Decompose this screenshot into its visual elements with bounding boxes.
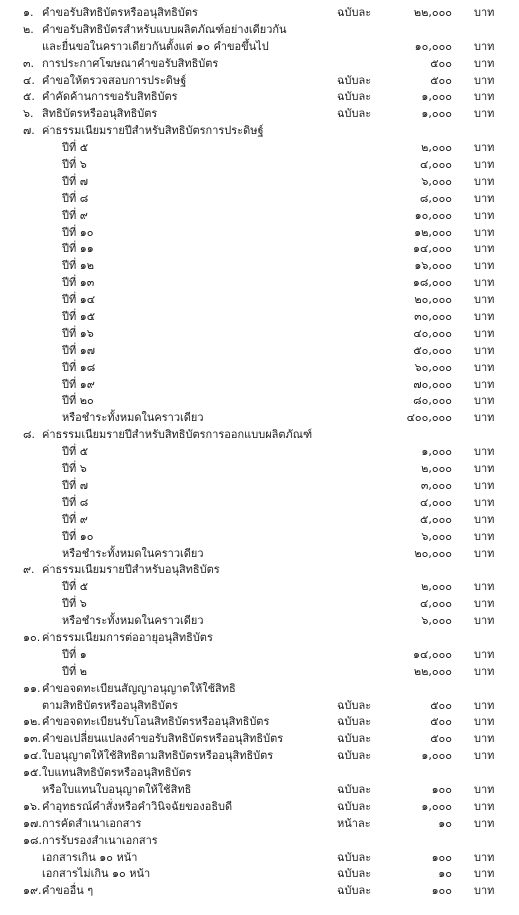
item-description: หรือใบแทนใบอนุญาตให้ใช้สิทธิ bbox=[42, 782, 192, 796]
item-description: ปีที่ ๕ bbox=[62, 141, 89, 155]
item-currency: บาท bbox=[474, 343, 495, 357]
item-number: ๙. bbox=[23, 563, 35, 577]
item-description: หรือชำระทั้งหมดในคราวเดียว bbox=[62, 614, 204, 628]
item-amount: ๕๐,๐๐๐ bbox=[413, 343, 452, 357]
fee-row bbox=[0, 275, 519, 292]
item-description: ตามสิทธิบัตรหรืออนุสิทธิบัตร bbox=[42, 698, 178, 712]
item-description: หรือชำระทั้งหมดในคราวเดียว bbox=[62, 411, 204, 425]
fee-row bbox=[0, 123, 519, 140]
item-amount: ๓,๐๐๐ bbox=[420, 478, 452, 492]
item-description: คำขออื่น ๆ bbox=[42, 884, 94, 898]
item-description: คำขอจดทะเบียนรับโอนสิทธิบัตรหรืออนุสิทธิบัตร bbox=[42, 715, 270, 729]
item-unit: หน้าละ bbox=[337, 816, 371, 830]
item-description: ปีที่ ๑๐ bbox=[62, 225, 94, 239]
item-unit: ฉบับละ bbox=[337, 73, 372, 87]
fee-row bbox=[0, 174, 519, 191]
fee-row bbox=[0, 613, 519, 630]
fee-row bbox=[0, 461, 519, 478]
fee-row bbox=[0, 208, 519, 225]
item-description: การคัดสำเนาเอกสาร bbox=[42, 816, 142, 830]
item-currency: บาท bbox=[474, 242, 495, 256]
fee-row bbox=[0, 444, 519, 461]
fee-row bbox=[0, 748, 519, 765]
item-description: ใบอนุญาตให้ใช้สิทธิตามสิทธิบัตรหรืออนุสิทธิบัตร bbox=[42, 749, 274, 763]
item-description: เอกสารไม่เกิน ๑๐ หน้า bbox=[42, 867, 151, 881]
fee-row bbox=[0, 241, 519, 258]
item-amount: ๖๐,๐๐๐ bbox=[414, 360, 452, 374]
fee-row bbox=[0, 427, 519, 444]
fee-row bbox=[0, 343, 519, 360]
item-currency: บาท bbox=[474, 158, 495, 172]
item-description: ปีที่ ๑ bbox=[62, 647, 87, 661]
item-description: ปีที่ ๑๙ bbox=[62, 377, 95, 391]
fee-row bbox=[0, 664, 519, 681]
item-amount: ๕,๐๐๐ bbox=[420, 512, 452, 526]
item-number: ๗. bbox=[23, 124, 35, 138]
fee-row bbox=[0, 309, 519, 326]
item-number: ๑๔. bbox=[23, 749, 42, 763]
item-description: คำคัดค้านการขอรับสิทธิบัตร bbox=[42, 90, 178, 104]
item-amount: ๑,๐๐๐ bbox=[421, 749, 452, 763]
fee-row bbox=[0, 22, 519, 39]
item-unit: ฉบับละ bbox=[337, 850, 372, 864]
item-amount: ๔,๐๐๐ bbox=[420, 597, 452, 611]
item-number: ๖. bbox=[23, 107, 34, 121]
item-currency: บาท bbox=[474, 360, 495, 374]
item-currency: บาท bbox=[474, 799, 495, 813]
item-description: ค่าธรรมเนียมการต่ออายุอนุสิทธิบัตร bbox=[42, 630, 213, 644]
item-currency: บาท bbox=[474, 495, 495, 509]
item-description: ปีที่ ๖ bbox=[62, 158, 87, 172]
item-number: ๑๕. bbox=[23, 766, 42, 780]
item-currency: บาท bbox=[474, 39, 495, 53]
item-amount: ๑๔,๐๐๐ bbox=[413, 242, 452, 256]
item-amount: ๓๐,๐๐๐ bbox=[414, 310, 452, 324]
item-description: ปีที่ ๒ bbox=[62, 664, 87, 678]
item-currency: บาท bbox=[474, 512, 495, 526]
item-amount: ๑๖,๐๐๐ bbox=[414, 259, 452, 273]
fee-row bbox=[0, 850, 519, 867]
item-unit: ฉบับละ bbox=[337, 782, 372, 796]
item-number: ๒. bbox=[23, 22, 34, 36]
item-currency: บาท bbox=[474, 90, 495, 104]
item-number: ๓. bbox=[23, 56, 35, 70]
fee-row bbox=[0, 647, 519, 664]
item-currency: บาท bbox=[474, 529, 495, 543]
fee-row bbox=[0, 562, 519, 579]
item-description: ปีที่ ๗ bbox=[62, 478, 89, 492]
item-currency: บาท bbox=[474, 597, 495, 611]
item-amount: ๕๐๐ bbox=[430, 732, 452, 746]
fee-row bbox=[0, 89, 519, 106]
item-description: คำขอรับสิทธิบัตรหรืออนุสิทธิบัตร bbox=[42, 6, 198, 19]
item-description: หรือชำระทั้งหมดในคราวเดียว bbox=[62, 546, 204, 560]
item-number: ๑๓. bbox=[23, 732, 41, 746]
item-number: ๑. bbox=[23, 6, 34, 19]
item-description: การรับรองสำเนาเอกสาร bbox=[42, 833, 158, 847]
fee-row bbox=[0, 883, 519, 900]
item-description: ปีที่ ๑๓ bbox=[62, 276, 95, 290]
item-description: ปีที่ ๑๖ bbox=[62, 326, 94, 340]
fee-row bbox=[0, 225, 519, 242]
item-currency: บาท bbox=[474, 225, 495, 239]
item-description: ค่าธรรมเนียมรายปีสำหรับสิทธิบัตรการออกแบบผลิตภัณฑ์ bbox=[42, 428, 313, 442]
fee-row bbox=[0, 56, 519, 73]
item-currency: บาท bbox=[474, 326, 495, 340]
item-currency: บาท bbox=[474, 6, 495, 19]
fee-row bbox=[0, 799, 519, 816]
item-description: ค่าธรรมเนียมรายปีสำหรับสิทธิบัตรการประดิษฐ์ bbox=[42, 124, 264, 138]
item-description: สิทธิบัตรหรืออนุสิทธิบัตร bbox=[42, 107, 158, 121]
fee-row bbox=[0, 579, 519, 596]
item-currency: บาท bbox=[474, 141, 495, 155]
item-description: ปีที่ ๑๐ bbox=[62, 529, 94, 543]
item-amount: ๑๐๐ bbox=[431, 884, 452, 898]
item-currency: บาท bbox=[474, 394, 495, 408]
item-amount: ๔๐,๐๐๐ bbox=[413, 326, 452, 340]
item-currency: บาท bbox=[474, 208, 495, 222]
item-description: ปีที่ ๕ bbox=[62, 580, 89, 594]
item-description: ปีที่ ๑๑ bbox=[62, 242, 94, 256]
item-currency: บาท bbox=[474, 698, 495, 712]
item-description: คำขอเปลี่ยนแปลงคำขอรับสิทธิบัตรหรืออนุสิทธิบัตร bbox=[42, 732, 284, 746]
item-currency: บาท bbox=[474, 462, 495, 476]
item-amount: ๖,๐๐๐ bbox=[421, 529, 452, 543]
item-currency: บาท bbox=[474, 749, 495, 763]
item-amount: ๑๐ bbox=[438, 816, 452, 830]
item-amount: ๑,๐๐๐ bbox=[421, 799, 452, 813]
item-currency: บาท bbox=[474, 259, 495, 273]
item-description: ปีที่ ๙ bbox=[62, 512, 88, 526]
item-currency: บาท bbox=[474, 884, 495, 898]
fee-row bbox=[0, 292, 519, 309]
item-description: คำขอให้ตรวจสอบการประดิษฐ์ bbox=[42, 73, 187, 87]
item-currency: บาท bbox=[474, 664, 495, 678]
item-description: ปีที่ ๘ bbox=[62, 495, 89, 509]
item-currency: บาท bbox=[474, 546, 495, 560]
fee-row bbox=[0, 191, 519, 208]
fee-row bbox=[0, 360, 519, 377]
item-amount: ๘,๐๐๐ bbox=[419, 191, 452, 205]
item-amount: ๑๘,๐๐๐ bbox=[412, 276, 452, 290]
fee-row bbox=[0, 39, 519, 56]
item-amount: ๒๒,๐๐๐ bbox=[413, 6, 452, 19]
fee-row bbox=[0, 377, 519, 394]
item-amount: ๑๐๐ bbox=[431, 850, 452, 864]
item-currency: บาท bbox=[474, 310, 495, 324]
item-amount: ๔,๐๐๐ bbox=[420, 158, 452, 172]
item-currency: บาท bbox=[474, 867, 495, 881]
item-amount: ๕๐๐ bbox=[430, 73, 452, 87]
item-description: คำอุทธรณ์คำสั่งหรือคำวินิจฉัยของอธิบดี bbox=[42, 799, 233, 813]
item-description: ปีที่ ๑๘ bbox=[62, 360, 96, 374]
fee-row bbox=[0, 546, 519, 563]
item-currency: บาท bbox=[474, 478, 495, 492]
item-amount: ๑๐,๐๐๐ bbox=[414, 208, 452, 222]
fee-row bbox=[0, 258, 519, 275]
item-currency: บาท bbox=[474, 276, 495, 290]
item-currency: บาท bbox=[474, 647, 495, 661]
item-amount: ๒๒,๐๐๐ bbox=[413, 664, 452, 678]
item-amount: ๖,๐๐๐ bbox=[421, 174, 452, 188]
fee-row bbox=[0, 698, 519, 715]
item-description: และยื่นขอในคราวเดียวกันตั้งแต่ ๑๐ คำขอขึ้นไป bbox=[42, 39, 269, 53]
item-amount: ๔,๐๐๐ bbox=[420, 495, 452, 509]
item-description: ปีที่ ๑๒ bbox=[62, 259, 94, 273]
item-amount: ๑๐,๐๐๐ bbox=[414, 39, 452, 53]
fee-row bbox=[0, 326, 519, 343]
item-currency: บาท bbox=[474, 850, 495, 864]
fee-row bbox=[0, 681, 519, 698]
item-description: ปีที่ ๕ bbox=[62, 445, 89, 459]
item-unit: ฉบับละ bbox=[337, 715, 372, 729]
item-currency: บาท bbox=[474, 445, 495, 459]
item-description: ปีที่ ๑๗ bbox=[62, 343, 95, 357]
fee-row bbox=[0, 816, 519, 833]
fee-row bbox=[0, 866, 519, 883]
item-amount: ๑๐ bbox=[438, 867, 452, 881]
fee-row bbox=[0, 782, 519, 799]
item-description: ปีที่ ๑๔ bbox=[62, 293, 96, 307]
item-description: เอกสารเกิน ๑๐ หน้า bbox=[42, 850, 138, 864]
item-description: คำขอจดทะเบียนสัญญาอนุญาตให้ใช้สิทธิ bbox=[42, 681, 236, 695]
item-unit: ฉบับละ bbox=[337, 867, 372, 881]
fee-row bbox=[0, 731, 519, 748]
item-description: ปีที่ ๘ bbox=[62, 191, 89, 205]
fee-row bbox=[0, 529, 519, 546]
item-description: ปีที่ ๖ bbox=[62, 462, 87, 476]
item-currency: บาท bbox=[474, 816, 495, 830]
item-currency: บาท bbox=[474, 732, 495, 746]
fee-row bbox=[0, 410, 519, 427]
item-amount: ๑๔,๐๐๐ bbox=[413, 647, 452, 661]
fee-row bbox=[0, 833, 519, 850]
item-amount: ๒,๐๐๐ bbox=[421, 580, 452, 594]
item-amount: ๕๐๐ bbox=[430, 56, 452, 70]
item-number: ๑๙. bbox=[23, 884, 42, 898]
item-description: ปีที่ ๙ bbox=[62, 208, 88, 222]
item-amount: ๑,๐๐๐ bbox=[421, 90, 452, 104]
item-number: ๑๗. bbox=[23, 816, 42, 830]
item-description: ปีที่ ๒๐ bbox=[62, 394, 94, 408]
item-amount: ๕๐๐ bbox=[430, 715, 452, 729]
item-description: ปีที่ ๖ bbox=[62, 597, 87, 611]
fee-row bbox=[0, 630, 519, 647]
item-currency: บาท bbox=[474, 715, 495, 729]
item-description: ปีที่ ๗ bbox=[62, 174, 89, 188]
item-currency: บาท bbox=[474, 411, 495, 425]
item-amount: ๘๐,๐๐๐ bbox=[413, 394, 452, 408]
fee-row bbox=[0, 478, 519, 495]
fee-schedule-table bbox=[0, 5, 519, 900]
item-unit: ฉบับละ bbox=[337, 6, 372, 19]
item-amount: ๒,๐๐๐ bbox=[421, 462, 452, 476]
item-currency: บาท bbox=[474, 107, 495, 121]
item-number: ๕. bbox=[23, 90, 35, 104]
item-number: ๑๐. bbox=[23, 630, 41, 644]
item-amount: ๒๐,๐๐๐ bbox=[414, 546, 452, 560]
item-currency: บาท bbox=[474, 782, 495, 796]
item-description: ปีที่ ๑๕ bbox=[62, 310, 96, 324]
item-currency: บาท bbox=[474, 293, 495, 307]
item-amount: ๒,๐๐๐ bbox=[421, 141, 452, 155]
item-amount: ๑๒,๐๐๐ bbox=[414, 225, 452, 239]
item-unit: ฉบับละ bbox=[337, 884, 372, 898]
item-unit: ฉบับละ bbox=[337, 698, 372, 712]
item-unit: ฉบับละ bbox=[337, 90, 372, 104]
item-amount: ๒๐,๐๐๐ bbox=[414, 293, 452, 307]
item-amount: ๑,๐๐๐ bbox=[421, 107, 452, 121]
fee-row bbox=[0, 5, 519, 22]
item-number: ๑๖. bbox=[23, 799, 41, 813]
item-description: คำขอรับสิทธิบัตรสำหรับแบบผลิตภัณฑ์อย่างเดียวกัน bbox=[42, 22, 287, 36]
item-currency: บาท bbox=[474, 377, 495, 391]
fee-row bbox=[0, 495, 519, 512]
fee-row bbox=[0, 157, 519, 174]
item-description: ใบแทนสิทธิบัตรหรืออนุสิทธิบัตร bbox=[42, 766, 192, 780]
fee-row bbox=[0, 393, 519, 410]
item-currency: บาท bbox=[474, 56, 495, 70]
item-currency: บาท bbox=[474, 73, 495, 87]
item-unit: ฉบับละ bbox=[337, 732, 372, 746]
item-amount: ๖,๐๐๐ bbox=[421, 614, 452, 628]
item-unit: ฉบับละ bbox=[337, 799, 372, 813]
fee-row bbox=[0, 512, 519, 529]
fee-row bbox=[0, 765, 519, 782]
item-description: การประกาศโฆษณาคำขอรับสิทธิบัตร bbox=[42, 56, 219, 70]
fee-row bbox=[0, 596, 519, 613]
item-currency: บาท bbox=[474, 191, 495, 205]
item-unit: ฉบับละ bbox=[337, 749, 372, 763]
item-number: ๑๘. bbox=[23, 833, 42, 847]
item-number: ๘. bbox=[23, 428, 35, 442]
item-unit: ฉบับละ bbox=[337, 107, 372, 121]
fee-row bbox=[0, 73, 519, 90]
item-amount: ๔๐๐,๐๐๐ bbox=[406, 411, 452, 425]
item-amount: ๑๐๐ bbox=[431, 782, 452, 796]
item-currency: บาท bbox=[474, 174, 495, 188]
item-amount: ๑,๐๐๐ bbox=[421, 445, 452, 459]
fee-row bbox=[0, 714, 519, 731]
fee-row bbox=[0, 106, 519, 123]
item-number: ๑๑. bbox=[23, 681, 41, 695]
item-currency: บาท bbox=[474, 614, 495, 628]
item-number: ๑๒. bbox=[23, 715, 41, 729]
fee-row bbox=[0, 140, 519, 157]
item-amount: ๕๐๐ bbox=[430, 698, 452, 712]
item-description: ค่าธรรมเนียมรายปีสำหรับอนุสิทธิบัตร bbox=[42, 563, 220, 577]
item-currency: บาท bbox=[474, 580, 495, 594]
item-number: ๔. bbox=[23, 73, 35, 87]
item-amount: ๗๐,๐๐๐ bbox=[413, 377, 452, 391]
